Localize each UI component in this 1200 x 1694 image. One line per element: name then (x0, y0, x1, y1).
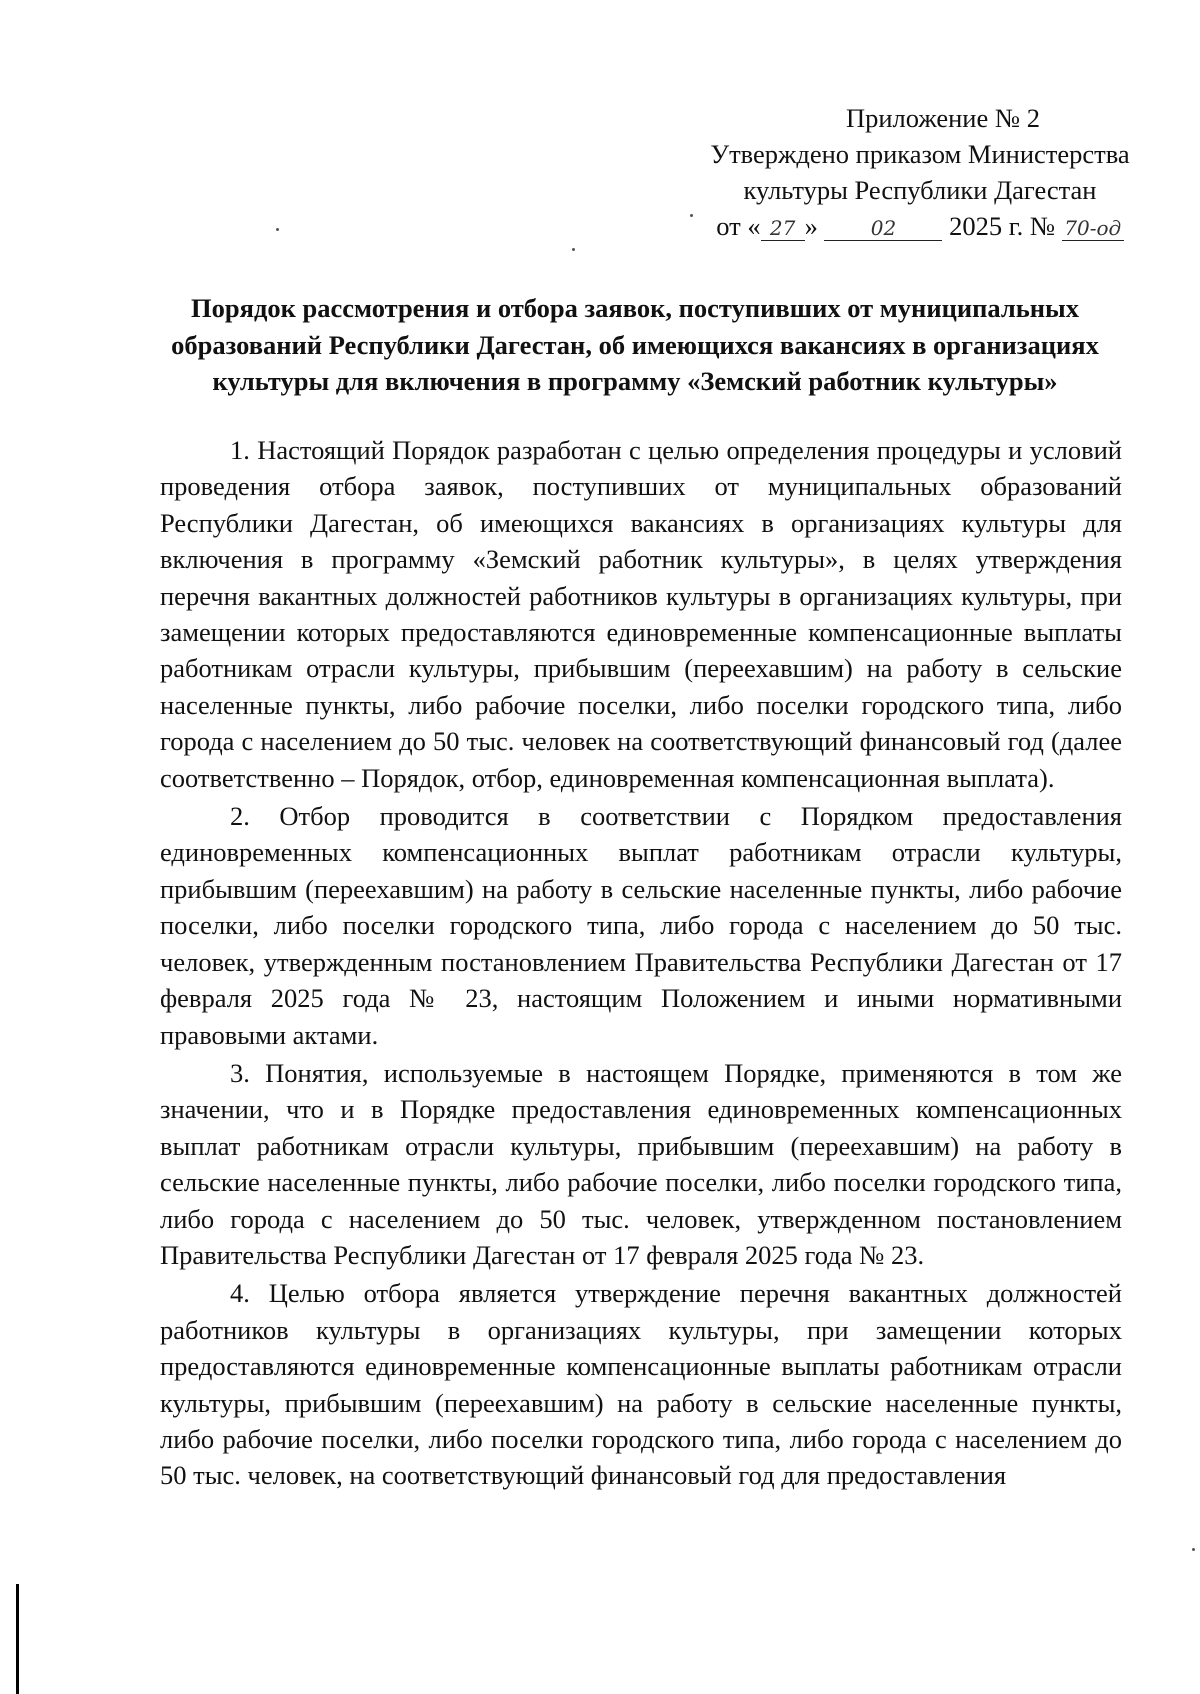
approved-by-line-1: Утверждено приказом Министерства (710, 139, 1130, 169)
scan-speck (690, 214, 693, 217)
approved-by-line-2: культуры Республики Дагестан (743, 175, 1097, 205)
date-prefix: от « (716, 211, 761, 241)
paragraph-2: 2. Отбор проводится в соответствии с Порядком предоставления единовременных компенсационных выплат работникам отрасли культуры, прибывшим (переехавшим) на работу в сельские населенные пункты, либо рабочие поселки, либо поселки городского типа, либо города с населением до 50 тыс. человек, утвержденным постановлением Правительства Республики Дагестан от 17 февраля 2025 года № 23, настоящим Положением и иными нормативными правовыми актами. (160, 801, 1122, 1050)
scan-speck (276, 228, 279, 231)
scan-speck (1192, 1548, 1195, 1551)
order-date-line (690, 208, 1150, 244)
date-mid: » (804, 211, 818, 241)
scan-speck (572, 248, 575, 251)
document-title: Порядок рассмотрения и отбора заявок, поступивших от муниципальных образований Республики Дагестан, об имеющихся вакансиях в организациях культуры для включения в программу «Земский работник культуры» (171, 293, 1099, 396)
handwritten-order-number: 70-од (1062, 216, 1124, 241)
approval-block (690, 100, 1150, 244)
paragraph-1: 1. Настоящий Порядок разработан с целью определения процедуры и условий проведения отбора заявок, поступивших от муниципальных образований Республики Дагестан, об имеющихся вакансиях в организациях культуры для включения в программу «Земский работник культуры», в целях утверждения перечня вакантных должностей работников культуры в организациях культуры, при замещении которых предоставляются единовременные компенсационные выплаты работникам отрасли культуры, прибывшим (переехавшим) на работу в сельские населенные пункты, либо рабочие поселки, либо поселки городского типа, либо города с населением до 50 тыс. человек на соответствующий финансовый год (далее соответственно – Порядок, отбор, единовременная компенсационная выплата). (160, 435, 1122, 793)
date-year: 2025 г. № (949, 211, 1056, 241)
handwritten-month: 02 (824, 216, 942, 241)
paragraph-4: 4. Целью отбора является утверждение перечня вакантных должностей работников культуры в организациях культуры, при замещении которых предоставляются единовременные компенсационные выплаты работникам отрасли культуры, прибывшим (переехавшим) на работу в сельские населенные пункты, либо рабочие поселки, либо поселки городского типа, либо города с населением до 50 тыс. человек, на соответствующий финансовый год для предоставления (160, 1278, 1122, 1491)
document-body (160, 432, 1122, 1494)
paragraph-3: 3. Понятия, используемые в настоящем Порядке, применяются в том же значении, что и в Порядке предоставления единовременных компенсационных выплат работникам отрасли культуры, прибывшим (переехавшим) на работу в сельские населенные пункты, либо рабочие поселки, либо поселки городского типа, либо города с населением до 50 тыс. человек, утвержденном постановлением Правительства Республики Дагестан от 17 февраля 2025 года № 23. (160, 1057, 1122, 1270)
appendix-label: Приложение № 2 (845, 103, 1040, 133)
scan-edge-mark (16, 1584, 19, 1694)
handwritten-day: 27 (761, 216, 805, 241)
